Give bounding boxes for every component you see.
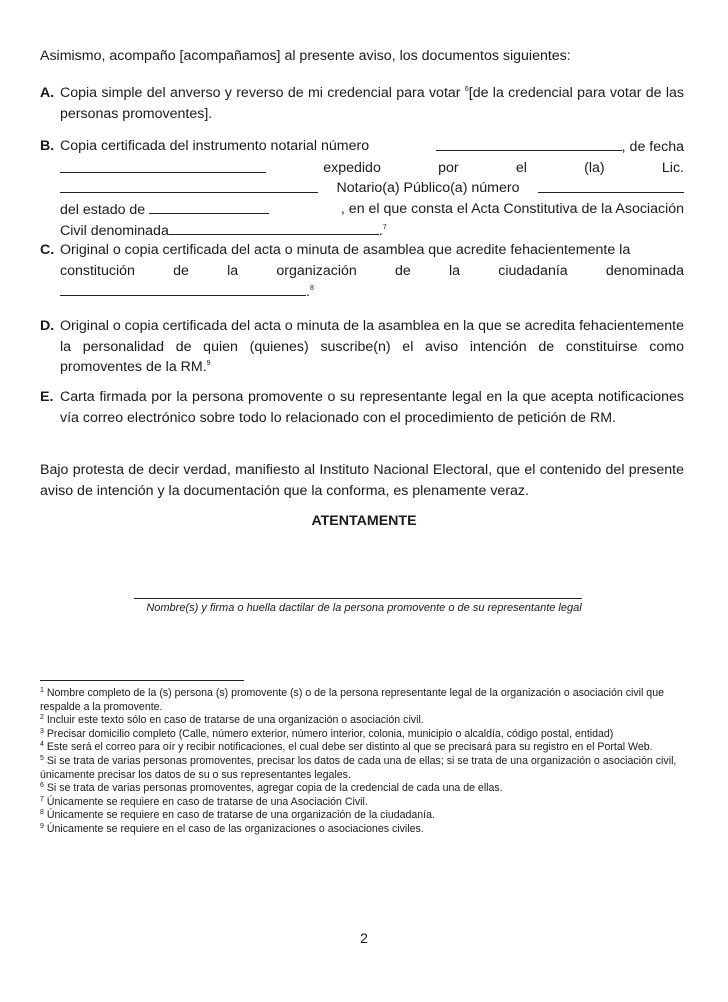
item-d	[40, 316, 684, 378]
footnote: $^7$ Únicamente se requiere en caso de tratarse de una Asociación Civil.	[40, 795, 368, 808]
blank-field	[169, 220, 379, 235]
item-text: Carta firmada por la persona promovente o su representante legal en la que acepta notificaciones vía correo electrónico sobre todo lo relacionado con el procedimiento de petición de RM.	[60, 389, 684, 426]
blank-field	[60, 178, 318, 193]
blank-field	[538, 178, 684, 193]
footnote: $^5$ Si se trata de varias personas promoventes, precisar los datos de cada una de ellas; si se trata de una organización o asociación civil, únicamente precisar los datos de su o sus representantes legales.	[40, 754, 677, 781]
footnote: $^3$ Precisar domicilio completo (Calle, número exterior, número interior, colonia, municipio o alcaldía, código postal, entidad)	[40, 727, 614, 740]
item-e	[40, 387, 684, 428]
blank-field	[149, 199, 269, 214]
footnote-ref: 6	[464, 86, 469, 93]
item-a	[40, 83, 684, 124]
item-letter: B.	[40, 138, 55, 154]
item-b	[40, 136, 684, 242]
footnote: $^4$ Este será el correo para oír y recibir notificaciones, el cual debe ser distinto al que se precisará para su registro en el Portal Web.	[40, 741, 653, 754]
footnote: $^6$ Si se trata de varias personas promoventes, agregar copia de la credencial de cada una de ellas.	[40, 782, 503, 795]
closing-heading: ATENTAMENTE	[311, 513, 417, 529]
footnote: $^1$ Nombre completo de la (s) persona (s) promovente (s) o de la persona representante legal de la organización o asociación civil que respalde a la promovente.	[40, 687, 664, 713]
footnote-ref: 7	[382, 224, 387, 231]
footnote: $^2$ Incluir este texto sólo en caso de tratarse de una organización o asociación civil.	[40, 714, 424, 727]
blank-field	[60, 281, 306, 296]
item-letter: D.	[40, 318, 55, 334]
intro-paragraph: Asimismo, acompaño [acompañamos] al presente aviso, los documentos siguientes:	[40, 48, 571, 64]
protest-paragraph: Bajo protesta de decir verdad, manifiesto al Instituto Nacional Electoral, que el contenido del presente aviso de intención y la documentación que la conforma, es plenamente veraz.	[40, 462, 684, 499]
footnote-ref: 8	[309, 285, 314, 292]
item-text: Copia simple del anverso y reverso de mi credencial para votar $^6$[de la credencial para votar de las personas promoventes].	[60, 85, 685, 122]
footnote: $^8$ Únicamente se requiere en caso de tratarse de una organización de la ciudadanía.	[40, 809, 435, 822]
page-number: 2	[360, 930, 368, 946]
signature-line	[134, 598, 582, 599]
footnote-divider	[40, 680, 244, 681]
footnote-ref: 9	[206, 360, 211, 367]
item-text: Copia certificada del instrumento notarial número , de fecha expedido por el (la) Lic. Notario(a) Público(a) número del estado de , en el que consta el Acta Constitutiva de la Asociación Civil denominada .$^7$	[60, 138, 684, 239]
item-letter: E.	[40, 389, 54, 405]
item-c	[40, 240, 684, 303]
item-letter: A.	[40, 85, 55, 101]
item-letter: C.	[40, 242, 55, 258]
item-text: Original o copia certificada del acta o minuta de asamblea que acredite fehacientemente la constitución de la organización de la ciudadanía denominada .$^8$	[60, 242, 684, 300]
footnote: $^9$ Únicamente se requiere en el caso de las organizaciones o asociaciones civiles.	[40, 822, 424, 835]
footnotes	[40, 687, 690, 837]
blank-field	[60, 158, 266, 173]
blank-field	[436, 136, 622, 151]
signature-label: Nombre(s) y firma o huella dactilar de la persona promovente o de su representante legal	[146, 602, 582, 614]
item-text: Original o copia certificada del acta o minuta de la asamblea en la que se acredita fehacientemente la personalidad de quien (quienes) suscribe(n) el aviso intención de constituirse como promoventes de la RM.$^9$	[60, 318, 684, 375]
